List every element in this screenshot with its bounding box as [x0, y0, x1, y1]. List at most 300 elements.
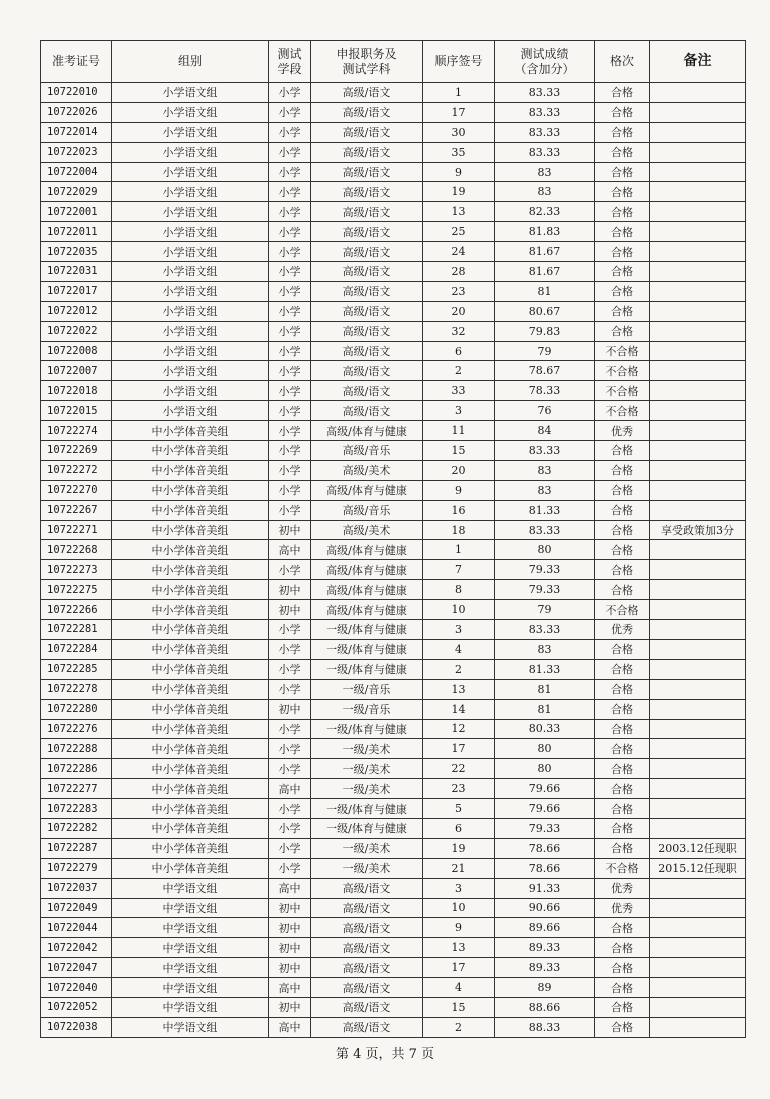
group-cell: 中学语文组 — [112, 918, 269, 938]
table-row — [41, 122, 746, 142]
group-cell: 中学语文组 — [112, 958, 269, 978]
stage-cell: 小学 — [269, 858, 311, 878]
table-row — [41, 838, 746, 858]
note-cell — [650, 540, 746, 560]
note-cell: 2015.12任现职 — [650, 858, 746, 878]
score-cell: 83 — [495, 460, 595, 480]
post-subject-cell: 一级/美术 — [311, 739, 423, 759]
score-cell: 81.33 — [495, 659, 595, 679]
grade-cell: 优秀 — [595, 878, 650, 898]
grade-cell: 合格 — [595, 818, 650, 838]
post-subject-cell: 高级/体育与健康 — [311, 580, 423, 600]
stage-cell: 小学 — [269, 381, 311, 401]
exam-id-cell: 10722026 — [41, 102, 112, 122]
exam-id-cell: 10722272 — [41, 460, 112, 480]
post-subject-cell: 高级/语文 — [311, 83, 423, 103]
grade-cell: 合格 — [595, 699, 650, 719]
table-row — [41, 898, 746, 918]
group-cell: 中小学体音美组 — [112, 759, 269, 779]
note-cell — [650, 620, 746, 640]
score-cell: 84 — [495, 421, 595, 441]
table-row — [41, 799, 746, 819]
stage-cell: 高中 — [269, 540, 311, 560]
group-cell: 中小学体音美组 — [112, 520, 269, 540]
sequence-cell: 11 — [423, 421, 495, 441]
exam-id-cell: 10722275 — [41, 580, 112, 600]
header-exam-id: 准考证号 — [41, 41, 112, 83]
exam-id-cell: 10722031 — [41, 262, 112, 282]
group-cell: 中小学体音美组 — [112, 600, 269, 620]
sequence-cell: 2 — [423, 361, 495, 381]
grade-cell: 合格 — [595, 997, 650, 1017]
grade-cell: 不合格 — [595, 600, 650, 620]
post-subject-cell: 高级/语文 — [311, 142, 423, 162]
exam-id-cell: 10722282 — [41, 818, 112, 838]
score-cell: 83.33 — [495, 122, 595, 142]
table-row — [41, 739, 746, 759]
score-cell: 81.67 — [495, 262, 595, 282]
table-header-row — [41, 41, 746, 83]
group-cell: 小学语文组 — [112, 102, 269, 122]
note-cell — [650, 321, 746, 341]
score-cell: 79.33 — [495, 818, 595, 838]
post-subject-cell: 高级/语文 — [311, 281, 423, 301]
score-cell: 89 — [495, 978, 595, 998]
note-cell — [650, 600, 746, 620]
sequence-cell: 20 — [423, 460, 495, 480]
exam-id-cell: 10722278 — [41, 679, 112, 699]
note-cell — [650, 779, 746, 799]
table-row — [41, 918, 746, 938]
grade-cell: 合格 — [595, 719, 650, 739]
sequence-cell: 25 — [423, 222, 495, 242]
note-cell — [650, 759, 746, 779]
exam-id-cell: 10722276 — [41, 719, 112, 739]
exam-id-cell: 10722044 — [41, 918, 112, 938]
sequence-cell: 22 — [423, 759, 495, 779]
table-row — [41, 301, 746, 321]
sequence-cell: 13 — [423, 202, 495, 222]
table-row — [41, 460, 746, 480]
stage-cell: 小学 — [269, 242, 311, 262]
stage-cell: 初中 — [269, 958, 311, 978]
table-row — [41, 182, 746, 202]
stage-cell: 高中 — [269, 878, 311, 898]
sequence-cell: 7 — [423, 560, 495, 580]
post-subject-cell: 高级/语文 — [311, 1017, 423, 1037]
exam-id-cell: 10722004 — [41, 162, 112, 182]
stage-cell: 初中 — [269, 898, 311, 918]
score-cell: 83 — [495, 639, 595, 659]
table-row — [41, 1017, 746, 1037]
post-subject-cell: 高级/语文 — [311, 958, 423, 978]
stage-cell: 初中 — [269, 699, 311, 719]
post-subject-cell: 高级/语文 — [311, 301, 423, 321]
note-cell — [650, 421, 746, 441]
note-cell — [650, 699, 746, 719]
stage-cell: 小学 — [269, 460, 311, 480]
group-cell: 中小学体音美组 — [112, 620, 269, 640]
grade-cell: 合格 — [595, 978, 650, 998]
post-subject-cell: 一级/音乐 — [311, 699, 423, 719]
score-cell: 80 — [495, 540, 595, 560]
exam-id-cell: 10722270 — [41, 480, 112, 500]
exam-id-cell: 10722283 — [41, 799, 112, 819]
exam-id-cell: 10722040 — [41, 978, 112, 998]
sequence-cell: 9 — [423, 162, 495, 182]
group-cell: 中学语文组 — [112, 938, 269, 958]
stage-cell: 小学 — [269, 421, 311, 441]
table-row — [41, 818, 746, 838]
note-cell — [650, 262, 746, 282]
sequence-cell: 32 — [423, 321, 495, 341]
score-cell: 83.33 — [495, 83, 595, 103]
sequence-cell: 3 — [423, 401, 495, 421]
stage-cell: 高中 — [269, 978, 311, 998]
post-subject-cell: 高级/音乐 — [311, 500, 423, 520]
header-grade: 格次 — [595, 41, 650, 83]
stage-cell: 小学 — [269, 818, 311, 838]
score-cell: 79 — [495, 600, 595, 620]
score-cell: 89.66 — [495, 918, 595, 938]
note-cell — [650, 918, 746, 938]
stage-cell: 初中 — [269, 580, 311, 600]
exam-id-cell: 10722042 — [41, 938, 112, 958]
table-row — [41, 978, 746, 998]
exam-id-cell: 10722285 — [41, 659, 112, 679]
score-cell: 78.66 — [495, 838, 595, 858]
sequence-cell: 20 — [423, 301, 495, 321]
exam-id-cell: 10722015 — [41, 401, 112, 421]
post-subject-cell: 高级/语文 — [311, 242, 423, 262]
exam-id-cell: 10722017 — [41, 281, 112, 301]
sequence-cell: 9 — [423, 480, 495, 500]
stage-cell: 初中 — [269, 997, 311, 1017]
stage-cell: 小学 — [269, 361, 311, 381]
sequence-cell: 24 — [423, 242, 495, 262]
post-subject-cell: 高级/体育与健康 — [311, 480, 423, 500]
stage-cell: 小学 — [269, 102, 311, 122]
exam-id-cell: 10722001 — [41, 202, 112, 222]
score-cell: 78.66 — [495, 858, 595, 878]
score-cell: 81.67 — [495, 242, 595, 262]
note-cell — [650, 401, 746, 421]
table-row — [41, 600, 746, 620]
grade-cell: 合格 — [595, 182, 650, 202]
post-subject-cell: 一级/体育与健康 — [311, 799, 423, 819]
note-cell — [650, 122, 746, 142]
table-row — [41, 321, 746, 341]
stage-cell: 小学 — [269, 321, 311, 341]
group-cell: 中小学体音美组 — [112, 540, 269, 560]
group-cell: 小学语文组 — [112, 222, 269, 242]
grade-cell: 优秀 — [595, 620, 650, 640]
stage-cell: 小学 — [269, 122, 311, 142]
grade-cell: 合格 — [595, 520, 650, 540]
group-cell: 小学语文组 — [112, 262, 269, 282]
group-cell: 中小学体音美组 — [112, 858, 269, 878]
sequence-cell: 10 — [423, 898, 495, 918]
note-cell — [650, 381, 746, 401]
score-cell: 80 — [495, 739, 595, 759]
score-cell: 79.66 — [495, 779, 595, 799]
post-subject-cell: 高级/语文 — [311, 361, 423, 381]
exam-id-cell: 10722014 — [41, 122, 112, 142]
stage-cell: 小学 — [269, 759, 311, 779]
stage-cell: 小学 — [269, 83, 311, 103]
grade-cell: 合格 — [595, 938, 650, 958]
sequence-cell: 13 — [423, 679, 495, 699]
sequence-cell: 2 — [423, 659, 495, 679]
sequence-cell: 13 — [423, 938, 495, 958]
score-cell: 81.83 — [495, 222, 595, 242]
exam-id-cell: 10722267 — [41, 500, 112, 520]
score-cell: 78.33 — [495, 381, 595, 401]
stage-cell: 初中 — [269, 918, 311, 938]
sequence-cell: 28 — [423, 262, 495, 282]
header-post-subject: 申报职务及 测试学科 — [311, 41, 423, 83]
note-cell — [650, 301, 746, 321]
table-row — [41, 858, 746, 878]
post-subject-cell: 一级/美术 — [311, 838, 423, 858]
grade-cell: 合格 — [595, 222, 650, 242]
score-cell: 83.33 — [495, 520, 595, 540]
post-subject-cell: 高级/语文 — [311, 182, 423, 202]
table-row — [41, 759, 746, 779]
group-cell: 中小学体音美组 — [112, 580, 269, 600]
post-subject-cell: 高级/语文 — [311, 321, 423, 341]
post-subject-cell: 高级/语文 — [311, 162, 423, 182]
group-cell: 小学语文组 — [112, 381, 269, 401]
sequence-cell: 1 — [423, 83, 495, 103]
table-row — [41, 958, 746, 978]
stage-cell: 小学 — [269, 401, 311, 421]
sequence-cell: 35 — [423, 142, 495, 162]
table-row — [41, 659, 746, 679]
note-cell — [650, 182, 746, 202]
table-row — [41, 580, 746, 600]
post-subject-cell: 高级/美术 — [311, 520, 423, 540]
note-cell — [650, 580, 746, 600]
group-cell: 中小学体音美组 — [112, 659, 269, 679]
exam-id-cell: 10722022 — [41, 321, 112, 341]
exam-id-cell: 10722023 — [41, 142, 112, 162]
group-cell: 中小学体音美组 — [112, 421, 269, 441]
table-row — [41, 560, 746, 580]
note-cell — [650, 162, 746, 182]
sequence-cell: 4 — [423, 639, 495, 659]
note-cell — [650, 500, 746, 520]
group-cell: 中小学体音美组 — [112, 441, 269, 461]
stage-cell: 小学 — [269, 639, 311, 659]
exam-id-cell: 10722274 — [41, 421, 112, 441]
exam-id-cell: 10722011 — [41, 222, 112, 242]
score-cell: 80 — [495, 759, 595, 779]
exam-id-cell: 10722268 — [41, 540, 112, 560]
score-cell: 83.33 — [495, 102, 595, 122]
stage-cell: 小学 — [269, 262, 311, 282]
stage-cell: 小学 — [269, 799, 311, 819]
sequence-cell: 18 — [423, 520, 495, 540]
score-cell: 79.33 — [495, 560, 595, 580]
score-cell: 89.33 — [495, 958, 595, 978]
note-cell — [650, 341, 746, 361]
grade-cell: 合格 — [595, 958, 650, 978]
grade-cell: 合格 — [595, 202, 650, 222]
exam-id-cell: 10722018 — [41, 381, 112, 401]
note-cell — [650, 719, 746, 739]
group-cell: 中小学体音美组 — [112, 480, 269, 500]
sequence-cell: 8 — [423, 580, 495, 600]
exam-id-cell: 10722008 — [41, 341, 112, 361]
sequence-cell: 14 — [423, 699, 495, 719]
stage-cell: 初中 — [269, 938, 311, 958]
sequence-cell: 9 — [423, 918, 495, 938]
score-cell: 81.33 — [495, 500, 595, 520]
sequence-cell: 33 — [423, 381, 495, 401]
table-row — [41, 938, 746, 958]
group-cell: 小学语文组 — [112, 122, 269, 142]
note-cell — [650, 997, 746, 1017]
exam-id-cell: 10722280 — [41, 699, 112, 719]
table-row — [41, 361, 746, 381]
score-cell: 78.67 — [495, 361, 595, 381]
grade-cell: 不合格 — [595, 341, 650, 361]
exam-id-cell: 10722029 — [41, 182, 112, 202]
table-row — [41, 142, 746, 162]
grade-cell: 合格 — [595, 162, 650, 182]
group-cell: 小学语文组 — [112, 321, 269, 341]
grade-cell: 合格 — [595, 1017, 650, 1037]
post-subject-cell: 高级/语文 — [311, 401, 423, 421]
table-row — [41, 222, 746, 242]
exam-id-cell: 10722010 — [41, 83, 112, 103]
group-cell: 中小学体音美组 — [112, 719, 269, 739]
table-row — [41, 719, 746, 739]
stage-cell: 小学 — [269, 719, 311, 739]
sequence-cell: 15 — [423, 441, 495, 461]
post-subject-cell: 高级/语文 — [311, 262, 423, 282]
exam-id-cell: 10722007 — [41, 361, 112, 381]
post-subject-cell: 一级/美术 — [311, 779, 423, 799]
exam-id-cell: 10722284 — [41, 639, 112, 659]
sequence-cell: 23 — [423, 281, 495, 301]
grade-cell: 合格 — [595, 460, 650, 480]
exam-id-cell: 10722037 — [41, 878, 112, 898]
stage-cell: 小学 — [269, 838, 311, 858]
stage-cell: 小学 — [269, 500, 311, 520]
post-subject-cell: 高级/音乐 — [311, 441, 423, 461]
post-subject-cell: 一级/体育与健康 — [311, 818, 423, 838]
post-subject-cell: 高级/语文 — [311, 938, 423, 958]
exam-id-cell: 10722052 — [41, 997, 112, 1017]
stage-cell: 小学 — [269, 341, 311, 361]
note-cell — [650, 978, 746, 998]
group-cell: 中小学体音美组 — [112, 560, 269, 580]
sequence-cell: 10 — [423, 600, 495, 620]
grade-cell: 合格 — [595, 242, 650, 262]
header-group: 组别 — [112, 41, 269, 83]
table-row — [41, 281, 746, 301]
group-cell: 小学语文组 — [112, 242, 269, 262]
stage-cell: 小学 — [269, 281, 311, 301]
table-row — [41, 102, 746, 122]
table-row — [41, 639, 746, 659]
table-row — [41, 262, 746, 282]
stage-cell: 小学 — [269, 162, 311, 182]
group-cell: 小学语文组 — [112, 202, 269, 222]
sequence-cell: 30 — [423, 122, 495, 142]
grade-cell: 不合格 — [595, 401, 650, 421]
group-cell: 小学语文组 — [112, 301, 269, 321]
sequence-cell: 4 — [423, 978, 495, 998]
sequence-cell: 3 — [423, 620, 495, 640]
grade-cell: 合格 — [595, 779, 650, 799]
red-stamp-mark — [238, 0, 438, 12]
grade-cell: 合格 — [595, 560, 650, 580]
grade-cell: 合格 — [595, 500, 650, 520]
group-cell: 中学语文组 — [112, 898, 269, 918]
score-cell: 81 — [495, 679, 595, 699]
group-cell: 小学语文组 — [112, 182, 269, 202]
table-row — [41, 997, 746, 1017]
group-cell: 小学语文组 — [112, 83, 269, 103]
stage-cell: 小学 — [269, 142, 311, 162]
header-note: 备注 — [650, 41, 746, 83]
sequence-cell: 19 — [423, 182, 495, 202]
grade-cell: 合格 — [595, 441, 650, 461]
grade-cell: 合格 — [595, 799, 650, 819]
post-subject-cell: 高级/体育与健康 — [311, 560, 423, 580]
score-cell: 83.33 — [495, 620, 595, 640]
group-cell: 小学语文组 — [112, 142, 269, 162]
grade-cell: 合格 — [595, 659, 650, 679]
grade-cell: 不合格 — [595, 381, 650, 401]
score-cell: 88.33 — [495, 1017, 595, 1037]
stage-cell: 小学 — [269, 679, 311, 699]
note-cell: 享受政策加3分 — [650, 520, 746, 540]
table-row — [41, 162, 746, 182]
score-cell: 76 — [495, 401, 595, 421]
table-row — [41, 540, 746, 560]
sequence-cell: 16 — [423, 500, 495, 520]
exam-id-cell: 10722271 — [41, 520, 112, 540]
post-subject-cell: 一级/美术 — [311, 858, 423, 878]
table-row — [41, 878, 746, 898]
stage-cell: 小学 — [269, 739, 311, 759]
group-cell: 小学语文组 — [112, 162, 269, 182]
note-cell — [650, 799, 746, 819]
note-cell — [650, 460, 746, 480]
post-subject-cell: 高级/语文 — [311, 222, 423, 242]
grade-cell: 合格 — [595, 262, 650, 282]
score-cell: 90.66 — [495, 898, 595, 918]
exam-id-cell: 10722277 — [41, 779, 112, 799]
score-cell: 80.33 — [495, 719, 595, 739]
table-row — [41, 520, 746, 540]
table-row — [41, 381, 746, 401]
stage-cell: 小学 — [269, 480, 311, 500]
post-subject-cell: 高级/语文 — [311, 997, 423, 1017]
grade-cell: 合格 — [595, 321, 650, 341]
score-cell: 79.33 — [495, 580, 595, 600]
stage-cell: 初中 — [269, 600, 311, 620]
note-cell — [650, 1017, 746, 1037]
post-subject-cell: 一级/体育与健康 — [311, 659, 423, 679]
score-cell: 82.33 — [495, 202, 595, 222]
stage-cell: 小学 — [269, 182, 311, 202]
header-stage: 测试 学段 — [269, 41, 311, 83]
